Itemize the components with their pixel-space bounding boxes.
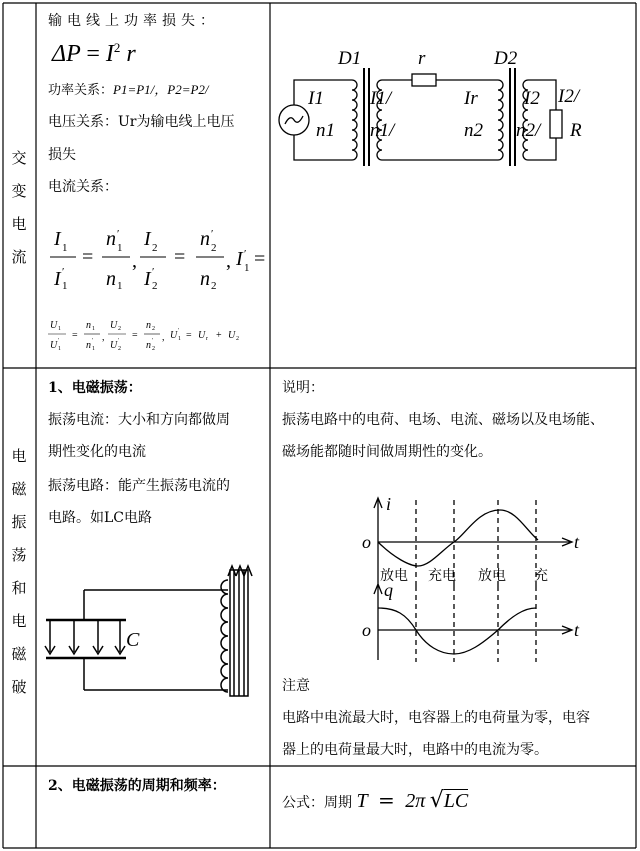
svg-text:n: n xyxy=(200,268,210,290)
svg-text:U: U xyxy=(198,330,206,341)
label-n2-prime: n2/ xyxy=(516,120,541,141)
label-R: R xyxy=(570,120,582,141)
phase-label-2: 充电 xyxy=(428,568,456,584)
graph-i-origin: o xyxy=(362,532,371,552)
graph-i-y-label: i xyxy=(386,494,392,514)
svg-text:′: ′ xyxy=(244,248,247,260)
explain-line2: 磁场能都随时间做周期性的变化。 xyxy=(282,444,492,460)
label-n1-prime: n1/ xyxy=(370,120,395,141)
label-C: C xyxy=(126,629,140,651)
label-I1: I1 xyxy=(308,88,324,109)
label-D2: D2 xyxy=(494,48,518,69)
graph-q-origin: o xyxy=(362,620,371,640)
svg-text:=: = xyxy=(82,246,94,268)
voltage-relation: 电压关系：Ur为输电线上电压 xyxy=(48,114,235,130)
osc-circuit-line2: 电路。如LC电路 xyxy=(48,510,153,526)
svg-text:=: = xyxy=(174,246,186,268)
svg-text:1: 1 xyxy=(178,336,181,342)
svg-text:I: I xyxy=(54,228,61,250)
svg-text:′: ′ xyxy=(92,338,94,344)
charge-time-graph xyxy=(356,584,596,664)
svg-text:n: n xyxy=(86,340,91,351)
svg-text:I: I xyxy=(236,248,243,270)
load-resistor-icon xyxy=(550,110,562,138)
svg-text:1: 1 xyxy=(58,346,61,352)
svg-text:2: 2 xyxy=(211,280,217,292)
power-relation: 功率关系：P1=P1/，P2=P2/ xyxy=(48,82,209,98)
svg-text:I: I xyxy=(144,228,151,250)
svg-text:′: ′ xyxy=(152,266,155,278)
svg-text:,: , xyxy=(102,332,105,343)
svg-text:2: 2 xyxy=(236,336,239,342)
svg-text:1: 1 xyxy=(92,326,95,332)
svg-text:′: ′ xyxy=(58,338,60,344)
svg-text:,: , xyxy=(162,332,165,343)
svg-text:2: 2 xyxy=(118,346,121,352)
note-line1: 电路中电流最大时，电容器上的电荷量为零，电容 xyxy=(282,710,590,726)
svg-text:2: 2 xyxy=(211,242,217,254)
section-label-em: 电磁振荡和电磁破 xyxy=(11,447,27,696)
svg-text:′: ′ xyxy=(118,338,120,344)
label-r: r xyxy=(418,48,426,69)
label-n2: n2 xyxy=(464,120,483,141)
voltage-relation-cont: 损失 xyxy=(48,147,76,163)
svg-text:2: 2 xyxy=(152,346,155,352)
svg-text:2: 2 xyxy=(118,326,121,332)
svg-text:′: ′ xyxy=(117,228,120,240)
svg-text:′: ′ xyxy=(152,338,154,344)
svg-text:1: 1 xyxy=(62,242,68,254)
svg-text:U: U xyxy=(170,330,178,341)
label-n1: n1 xyxy=(316,120,335,141)
label-I2: I2 xyxy=(524,88,540,109)
svg-text:U: U xyxy=(110,340,118,351)
osc-current-line1: 振荡电流：大小和方向都做周 xyxy=(48,412,230,428)
svg-text:2: 2 xyxy=(152,280,158,292)
period-formula: 公式：周期 T = 2π √LC xyxy=(282,788,469,813)
svg-text:′: ′ xyxy=(211,228,214,240)
label-I1-prime: I1/ xyxy=(370,88,392,109)
svg-text:2: 2 xyxy=(152,242,158,254)
svg-text:+: + xyxy=(216,330,222,341)
svg-text:U: U xyxy=(50,320,58,331)
note-title: 注意 xyxy=(282,678,310,694)
svg-text:=: = xyxy=(186,330,192,341)
voltage-ratio-formula xyxy=(46,316,270,356)
explain-line1: 振荡电路中的电荷、电场、电流、磁场以及电场能、 xyxy=(282,412,604,428)
svg-text:1: 1 xyxy=(244,262,250,274)
current-relation-label: 电流关系： xyxy=(48,179,118,195)
svg-text:1: 1 xyxy=(58,326,61,332)
svg-text:n: n xyxy=(200,228,210,250)
graph-i-x-label: t xyxy=(574,532,580,552)
svg-text:U: U xyxy=(50,340,58,351)
svg-text:n: n xyxy=(86,320,91,331)
svg-text:I: I xyxy=(144,268,151,290)
phase-label-3: 放电 xyxy=(478,568,506,584)
svg-text:U: U xyxy=(228,330,236,341)
ac-heading: 输电线上功率损失： xyxy=(48,13,219,29)
svg-text:n: n xyxy=(146,340,151,351)
svg-text:,: , xyxy=(226,250,231,272)
svg-text:1: 1 xyxy=(62,280,68,292)
osc-circuit-line1: 振荡电路：能产生振荡电流的 xyxy=(48,478,230,494)
transmission-circuit-diagram xyxy=(272,40,634,180)
period-heading: 2、电磁振荡的周期和频率： xyxy=(48,778,226,794)
svg-text:n: n xyxy=(106,268,116,290)
svg-text:I: I xyxy=(54,268,61,290)
explain-title: 说明： xyxy=(282,380,324,396)
graph-q-x-label: t xyxy=(574,620,580,640)
note-line2: 器上的电荷量最大时，电路中的电流为零。 xyxy=(282,742,548,758)
svg-text:n: n xyxy=(146,320,151,331)
svg-text:1: 1 xyxy=(117,242,123,254)
phase-label-1: 放电 xyxy=(380,568,408,584)
label-D1: D1 xyxy=(338,48,362,69)
graph-q-y-label: q xyxy=(384,584,393,600)
svg-text:′: ′ xyxy=(178,328,180,334)
em-heading: 1、电磁振荡： xyxy=(48,380,142,396)
svg-text:=: = xyxy=(254,248,266,270)
line-resistor-icon xyxy=(412,74,436,86)
svg-text:,: , xyxy=(132,250,137,272)
svg-text:=: = xyxy=(132,330,138,341)
svg-text:1: 1 xyxy=(117,280,123,292)
svg-text:=: = xyxy=(72,330,78,341)
svg-text:U: U xyxy=(110,320,118,331)
osc-current-line2: 期性变化的电流 xyxy=(48,444,146,460)
section-label-ac: 交变电流 xyxy=(11,149,27,266)
svg-text:1: 1 xyxy=(92,346,95,352)
svg-text:n: n xyxy=(106,228,116,250)
svg-text:r: r xyxy=(206,336,208,342)
power-formula: $\Delta P = I^2$ r xyxy=(52,40,136,67)
lc-circuit-diagram xyxy=(40,558,268,698)
label-Ir: Ir xyxy=(464,88,478,109)
current-ratio-formula xyxy=(40,215,270,295)
svg-text:′: ′ xyxy=(62,266,65,278)
svg-text:2: 2 xyxy=(152,326,155,332)
phase-label-4: 充 xyxy=(534,568,548,584)
label-I2-prime: I2/ xyxy=(558,86,580,107)
